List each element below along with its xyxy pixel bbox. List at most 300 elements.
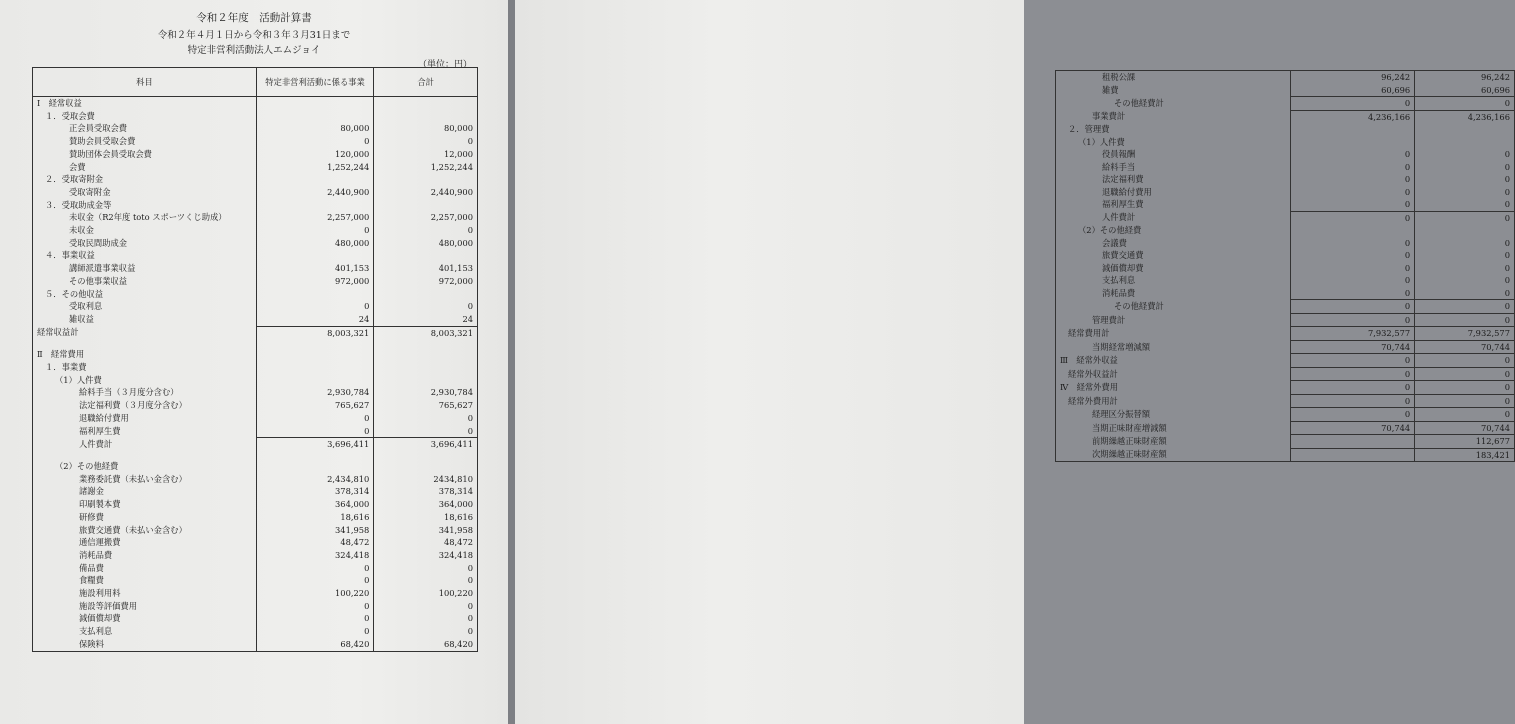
table-row: [1056, 448, 1515, 462]
row-label: 備品費: [79, 562, 104, 573]
amount-total: 48,472: [374, 536, 478, 549]
row-label: 退職給付費用: [1102, 186, 1152, 197]
amount-total: 0: [1415, 287, 1515, 300]
row-label: 雑費: [1102, 84, 1119, 95]
table-row: [1056, 394, 1515, 408]
document-title: 令和２年度 活動計算書: [196, 12, 312, 24]
amount-business: [256, 249, 374, 262]
amount-business: 0: [1290, 381, 1415, 395]
amount-total: 401,153: [374, 262, 478, 275]
amount-total: [374, 361, 478, 374]
table-row: [1056, 110, 1515, 123]
amount-business: 0: [256, 574, 374, 587]
amount-total: 0: [1415, 313, 1515, 327]
row-label: [33, 339, 257, 348]
amount-total: 12,000: [374, 148, 478, 161]
amount-total: [374, 110, 478, 123]
row-label: 管理費計: [1092, 314, 1126, 325]
table-row: [33, 199, 478, 212]
amount-business: [1290, 224, 1415, 237]
amount-total: 765,627: [374, 399, 478, 412]
left-page: [0, 0, 508, 724]
amount-business: [1290, 123, 1415, 136]
row-label: 正会員受取会費: [69, 123, 128, 134]
row-label: 法定福利費: [1102, 174, 1144, 184]
row-label: （1）人件費: [55, 374, 102, 385]
table-row: [1056, 198, 1515, 211]
amount-total: 2,930,784: [374, 386, 478, 399]
table-row: [33, 451, 478, 460]
table-row: [33, 211, 478, 224]
amount-business: 0: [1290, 313, 1415, 327]
fiscal-period: 令和２年４月１日から令和３年３月31日まで: [157, 30, 351, 41]
unit-label: （単位：円）: [417, 60, 472, 70]
amount-total: 0: [1415, 148, 1515, 161]
amount-total: 60,696: [1415, 84, 1515, 97]
table-row: [1056, 71, 1515, 84]
table-row: [33, 374, 478, 387]
table-row: [33, 288, 478, 301]
amount-business: 8,003,321: [256, 326, 374, 339]
row-label: 旅費交通費（未払い金含む）: [79, 524, 187, 535]
table-row: [33, 300, 478, 313]
amount-business: 70,744: [1290, 340, 1415, 354]
table-row: [33, 498, 478, 511]
amount-total: 0: [1415, 262, 1515, 275]
amount-business: 18,616: [256, 511, 374, 524]
statement-body-right: [1056, 71, 1515, 462]
table-row: [33, 249, 478, 262]
amount-business: 100,220: [256, 587, 374, 600]
table-row: [33, 485, 478, 498]
amount-business: 1,252,244: [256, 161, 374, 174]
table-row: [1056, 300, 1515, 314]
row-label: Ⅲ 経常外収益: [1060, 355, 1118, 365]
page-gap: [508, 0, 515, 724]
row-label: 前期繰越正味財産額: [1092, 436, 1167, 446]
amount-business: 2,257,000: [256, 211, 374, 224]
amount-business: 480,000: [256, 237, 374, 250]
amount-total: 2,440,900: [374, 186, 478, 199]
amount-total: 0: [1415, 97, 1515, 111]
amount-total: 183,421: [1415, 448, 1515, 462]
row-label: 受取利息: [69, 301, 103, 312]
amount-business: [256, 339, 374, 348]
row-label: 減価償却費: [1102, 262, 1144, 273]
table-row: [33, 224, 478, 237]
row-label: 受取寄附金: [69, 186, 111, 197]
amount-total: 68,420: [374, 638, 478, 651]
amount-business: 80,000: [256, 122, 374, 135]
amount-total: 0: [1415, 408, 1515, 422]
amount-business: [256, 451, 374, 460]
row-label: 施設等評価費用: [79, 600, 138, 611]
row-label: 役員報酬: [1102, 149, 1136, 159]
amount-total: 0: [374, 600, 478, 613]
amount-business: 2,434,810: [256, 473, 374, 486]
table-row: [33, 536, 478, 549]
table-row: [1056, 408, 1515, 422]
amount-business: [256, 97, 374, 110]
amount-business: 0: [256, 300, 374, 313]
table-header-row: [33, 68, 478, 97]
column-header-total: 合計: [374, 68, 478, 97]
amount-business: [1290, 448, 1415, 462]
amount-total: 0: [374, 625, 478, 638]
table-row: [33, 97, 478, 110]
amount-business: 0: [256, 600, 374, 613]
row-label: 福利厚生費: [1102, 199, 1144, 210]
table-row: [33, 135, 478, 148]
row-label: 消耗品費: [1102, 287, 1136, 298]
table-row: [1056, 84, 1515, 97]
row-label: Ⅱ 経常費用: [37, 349, 85, 360]
row-label: 支払利息: [1102, 275, 1136, 285]
amount-business: 972,000: [256, 275, 374, 288]
row-label: 人件費計: [79, 439, 113, 450]
amount-business: 0: [256, 224, 374, 237]
amount-business: [256, 199, 374, 212]
row-label: 事業費計: [1092, 111, 1126, 122]
row-label: 未収金: [69, 225, 94, 236]
amount-total: 0: [374, 574, 478, 587]
row-label: ４．事業収益: [45, 250, 95, 261]
row-label: 法定福利費（３月度分含む）: [79, 400, 187, 411]
row-label: 租税公課: [1102, 72, 1136, 82]
row-label: ５．その他収益: [45, 288, 104, 299]
amount-business: [1290, 136, 1415, 149]
table-row: [1056, 237, 1515, 250]
table-row: [1056, 224, 1515, 237]
table-row: [33, 549, 478, 562]
table-row: [33, 625, 478, 638]
table-row: [33, 313, 478, 326]
row-label: 受取民間助成金: [69, 237, 128, 248]
amount-business: 0: [1290, 211, 1415, 224]
right-page: [515, 0, 1510, 724]
amount-business: 0: [1290, 249, 1415, 262]
row-label: 退職給付費用: [79, 412, 129, 423]
row-label: 経常収益計: [37, 327, 79, 338]
row-label: 会議費: [1102, 237, 1127, 248]
row-label: 保険料: [79, 638, 104, 649]
table-row: [33, 361, 478, 374]
amount-business: 0: [1290, 354, 1415, 368]
row-label: 消耗品費: [79, 549, 113, 560]
amount-total: 3,696,411: [374, 438, 478, 451]
row-label: １．事業費: [45, 362, 87, 373]
amount-business: 0: [1290, 408, 1415, 422]
amount-total: 0: [374, 412, 478, 425]
table-row: [1056, 211, 1515, 224]
amount-business: 0: [1290, 394, 1415, 408]
amount-business: 2,440,900: [256, 186, 374, 199]
table-row: [33, 638, 478, 651]
table-row: [33, 148, 478, 161]
table-row: [1056, 354, 1515, 368]
row-label: 経常外費用計: [1068, 395, 1118, 406]
amount-business: 0: [256, 612, 374, 625]
organization-name: 特定非営利活動法人エムジョイ: [187, 45, 321, 56]
table-row: [1056, 136, 1515, 149]
amount-total: [374, 288, 478, 301]
amount-total: 0: [1415, 211, 1515, 224]
table-row: [33, 348, 478, 361]
row-label: 賛助会員受取会費: [69, 136, 136, 147]
amount-total: 70,744: [1415, 340, 1515, 354]
amount-total: 112,677: [1415, 435, 1515, 449]
amount-total: 0: [1415, 300, 1515, 314]
table-row: [1056, 262, 1515, 275]
row-label: 経常費用計: [1068, 328, 1110, 338]
amount-total: 972,000: [374, 275, 478, 288]
amount-total: 0: [1415, 186, 1515, 199]
amount-total: 0: [374, 562, 478, 575]
amount-total: 0: [1415, 161, 1515, 174]
amount-total: 0: [374, 135, 478, 148]
amount-total: [1415, 123, 1515, 136]
row-label: （1）人件費: [1078, 136, 1125, 147]
amount-total: [374, 97, 478, 110]
amount-total: 0: [1415, 354, 1515, 368]
amount-business: 96,242: [1290, 71, 1415, 84]
row-label: 研修費: [79, 511, 104, 522]
amount-business: 0: [1290, 287, 1415, 300]
amount-business: 3,696,411: [256, 438, 374, 451]
amount-business: [256, 348, 374, 361]
row-label: 会費: [69, 161, 86, 172]
table-row: [33, 562, 478, 575]
amount-total: [374, 460, 478, 473]
amount-total: 2,257,000: [374, 211, 478, 224]
amount-business: [256, 288, 374, 301]
amount-total: [374, 199, 478, 212]
row-label: 減価償却費: [79, 613, 121, 624]
amount-total: 1,252,244: [374, 161, 478, 174]
table-row: [1056, 367, 1515, 381]
row-label: [33, 451, 257, 460]
amount-total: [374, 173, 478, 186]
amount-business: 0: [256, 412, 374, 425]
amount-business: 2,930,784: [256, 386, 374, 399]
table-row: [1056, 274, 1515, 287]
row-label: ２．管理費: [1068, 124, 1110, 134]
row-label: ２．受取寄附金: [45, 174, 104, 185]
table-row: [1056, 123, 1515, 136]
table-row: [33, 173, 478, 186]
table-row: [33, 339, 478, 348]
amount-total: 96,242: [1415, 71, 1515, 84]
amount-total: 0: [1415, 274, 1515, 287]
amount-total: 480,000: [374, 237, 478, 250]
amount-business: [256, 173, 374, 186]
row-label: 講師派遣事業収益: [69, 263, 136, 274]
table-row: [1056, 327, 1515, 341]
amount-business: 4,236,166: [1290, 110, 1415, 123]
row-label: 給料手当（３月度分含む）: [79, 387, 179, 398]
statement-table-left: [32, 67, 478, 652]
amount-total: 8,003,321: [374, 326, 478, 339]
amount-total: 0: [374, 300, 478, 313]
amount-total: [374, 374, 478, 387]
row-label: 未収金（R2年度 toto スポーツくじ助成）: [69, 212, 227, 223]
table-row: [1056, 249, 1515, 262]
row-label: Ⅳ 経常外費用: [1060, 382, 1119, 392]
table-row: [33, 326, 478, 339]
amount-business: 0: [1290, 274, 1415, 287]
table-row: [1056, 173, 1515, 186]
amount-business: [256, 361, 374, 374]
amount-business: 324,418: [256, 549, 374, 562]
amount-total: 0: [374, 425, 478, 438]
amount-business: 48,472: [256, 536, 374, 549]
row-label: 旅費交通費: [1102, 250, 1144, 260]
amount-business: 120,000: [256, 148, 374, 161]
row-label: 賛助団体会員受取会費: [69, 148, 152, 159]
amount-business: 70,744: [1290, 421, 1415, 435]
row-label: 給料手当: [1102, 161, 1136, 172]
amount-business: 0: [256, 135, 374, 148]
amount-business: 0: [256, 425, 374, 438]
table-row: [33, 275, 478, 288]
amount-business: 68,420: [256, 638, 374, 651]
table-row: [1056, 381, 1515, 395]
amount-business: 364,000: [256, 498, 374, 511]
amount-total: [374, 348, 478, 361]
amount-total: 24: [374, 313, 478, 326]
amount-business: 341,958: [256, 524, 374, 537]
amount-total: 0: [1415, 394, 1515, 408]
amount-business: 401,153: [256, 262, 374, 275]
amount-total: 80,000: [374, 122, 478, 135]
table-row: [1056, 435, 1515, 449]
table-row: [33, 425, 478, 438]
table-row: [1056, 161, 1515, 174]
column-header-item: 科目: [33, 68, 257, 97]
amount-business: 0: [1290, 148, 1415, 161]
table-row: [33, 237, 478, 250]
amount-total: 0: [1415, 367, 1515, 381]
table-row: [1056, 287, 1515, 300]
amount-business: 0: [1290, 97, 1415, 111]
row-label: その他経費計: [1114, 301, 1164, 311]
amount-total: 100,220: [374, 587, 478, 600]
table-row: [33, 460, 478, 473]
row-label: 支払利息: [79, 626, 113, 637]
row-label: 業務委託費（未払い金含む）: [79, 473, 187, 484]
row-label: 食糧費: [79, 575, 104, 586]
row-label: 雑収益: [69, 314, 94, 325]
row-label: Ⅰ 経常収益: [37, 98, 82, 108]
row-label: 人件費計: [1102, 212, 1136, 223]
amount-total: 0: [1415, 173, 1515, 186]
row-label: ３．受取助成金等: [45, 199, 112, 210]
amount-business: 0: [1290, 198, 1415, 211]
row-label: その他経費計: [1114, 98, 1164, 108]
amount-total: 4,236,166: [1415, 110, 1515, 123]
column-header-business: 特定非営利活動に係る事業: [256, 68, 374, 97]
statement-table-right: [1055, 70, 1515, 462]
table-row: [1056, 313, 1515, 327]
amount-total: 7,932,577: [1415, 327, 1515, 341]
amount-total: [1415, 136, 1515, 149]
row-label: 施設利用料: [79, 588, 121, 599]
amount-business: 378,314: [256, 485, 374, 498]
table-row: [33, 473, 478, 486]
statement-body-left: [33, 97, 478, 652]
amount-total: 0: [1415, 249, 1515, 262]
row-label: 次期繰越正味財産額: [1092, 449, 1167, 460]
amount-total: 324,418: [374, 549, 478, 562]
table-row: [33, 161, 478, 174]
table-row: [33, 438, 478, 451]
amount-business: [256, 374, 374, 387]
amount-business: 7,932,577: [1290, 327, 1415, 341]
amount-total: 0: [1415, 237, 1515, 250]
amount-business: 0: [256, 625, 374, 638]
table-row: [33, 587, 478, 600]
table-row: [1056, 97, 1515, 111]
amount-total: [374, 339, 478, 348]
amount-total: [374, 249, 478, 262]
table-row: [33, 511, 478, 524]
amount-business: 765,627: [256, 399, 374, 412]
amount-business: [256, 460, 374, 473]
row-label: 通信運搬費: [79, 537, 121, 548]
row-label: （2）その他経費: [55, 460, 119, 471]
amount-total: 0: [1415, 381, 1515, 395]
amount-total: 378,314: [374, 485, 478, 498]
amount-business: 24: [256, 313, 374, 326]
table-row: [33, 386, 478, 399]
table-row: [33, 524, 478, 537]
table-row: [33, 600, 478, 613]
amount-total: 18,616: [374, 511, 478, 524]
amount-business: 0: [1290, 367, 1415, 381]
row-label: 当期正味財産増減額: [1092, 422, 1167, 433]
amount-business: 0: [256, 562, 374, 575]
amount-total: [374, 451, 478, 460]
table-row: [33, 574, 478, 587]
amount-total: 0: [374, 612, 478, 625]
amount-business: 0: [1290, 161, 1415, 174]
amount-business: 0: [1290, 300, 1415, 314]
table-row: [33, 399, 478, 412]
row-label: 印刷製本費: [79, 499, 121, 510]
amount-total: 0: [1415, 198, 1515, 211]
table-row: [1056, 148, 1515, 161]
amount-business: 0: [1290, 237, 1415, 250]
row-label: 経常外収益計: [1068, 368, 1118, 379]
table-row: [33, 612, 478, 625]
table-row: [33, 412, 478, 425]
row-label: 福利厚生費: [79, 425, 121, 436]
table-row: [1056, 421, 1515, 435]
amount-business: [256, 110, 374, 123]
table-row: [1056, 340, 1515, 354]
amount-business: 0: [1290, 262, 1415, 275]
row-label: 当期経常増減額: [1092, 341, 1151, 352]
row-label: 諸謝金: [79, 486, 104, 497]
amount-business: 60,696: [1290, 84, 1415, 97]
table-row: [33, 122, 478, 135]
table-row: [33, 110, 478, 123]
amount-total: 2434,810: [374, 473, 478, 486]
table-row: [33, 262, 478, 275]
row-label: その他事業収益: [69, 275, 128, 286]
amount-total: [1415, 224, 1515, 237]
amount-business: 0: [1290, 186, 1415, 199]
